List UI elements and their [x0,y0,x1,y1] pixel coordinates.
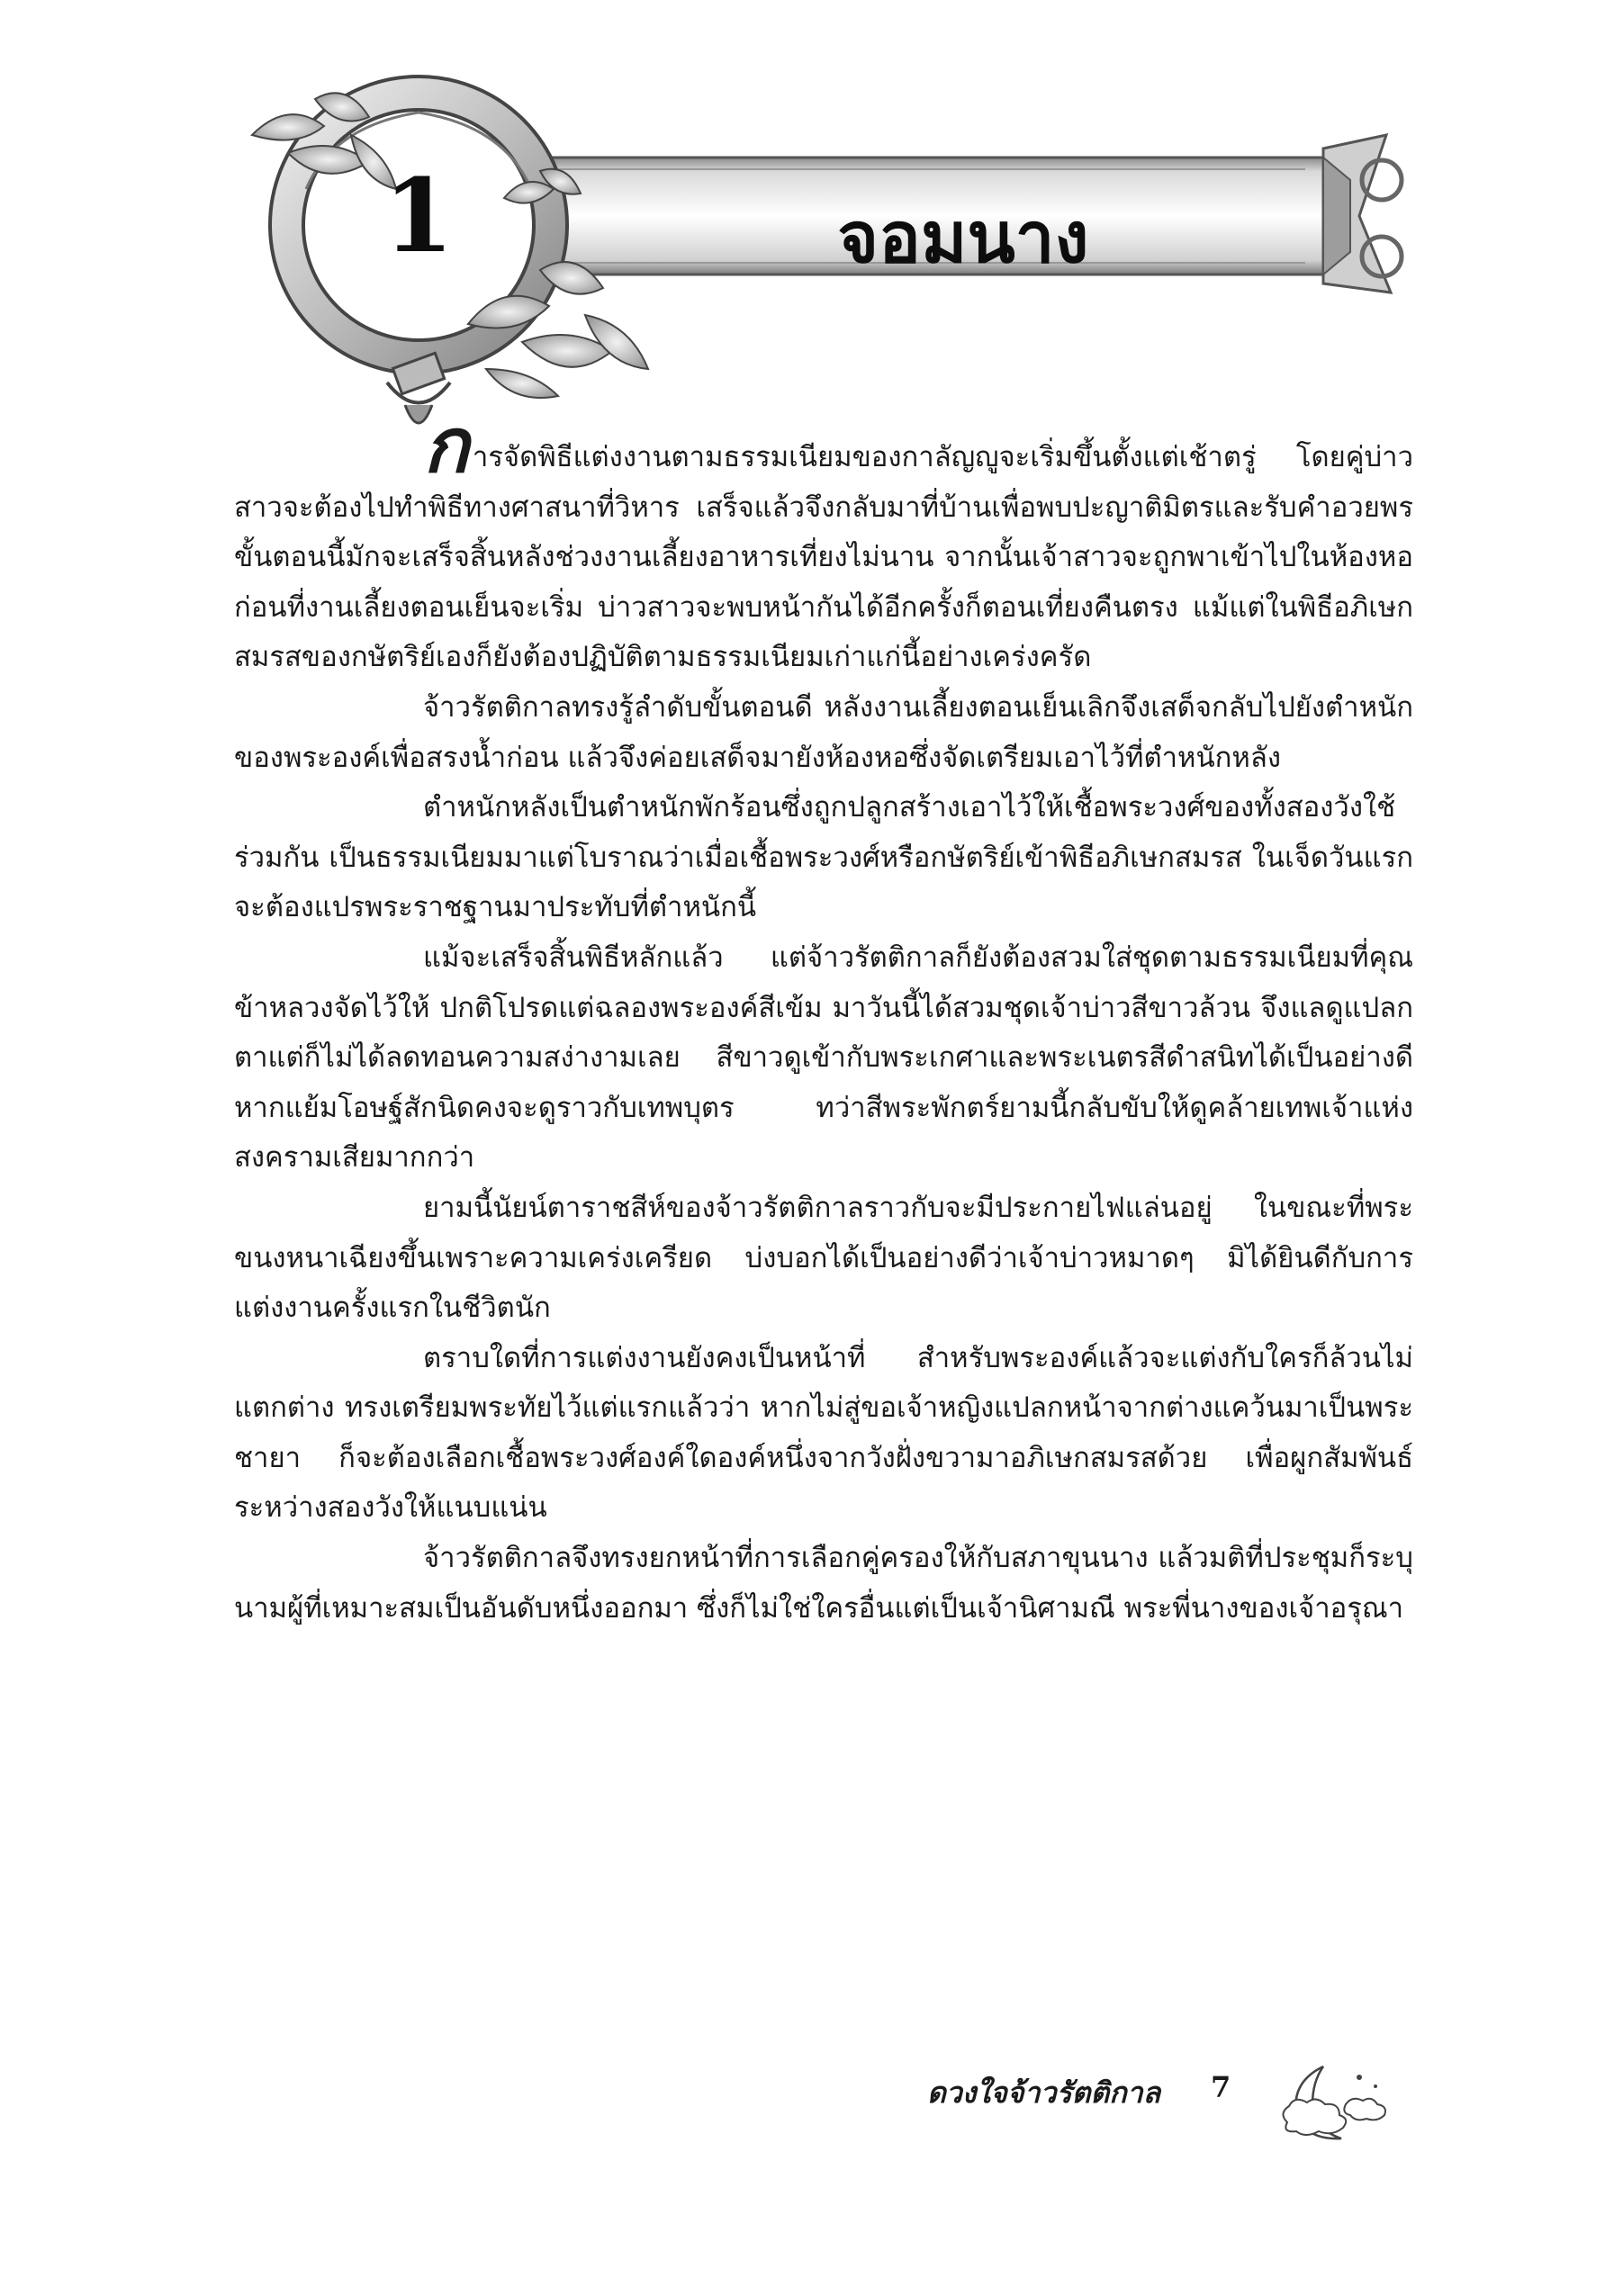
paragraph-2: จ้าวรัตติกาลทรงรู้ลำดับขั้นตอนดี หลังงานเลี้ยงตอนเย็นเลิกจึงเสด็จกลับไปยังตำหนักของพระองค์เพื่อสรงน้ำก่อน แล้วจึงค่อยเสด็จมายังห้องหอซึ่งจัดเตรียมเอาไว้ที่ตำหนักหลัง [234,690,1413,774]
paragraph-1-text: ารจัดพิธีแต่งงานตามธรรมเนียมของกาลัญญูจะเริ่มขึ้นตั้งแต่เช้าตรู่ โดยคู่บ่าวสาวจะต้องไปทำพิธีทางศาสนาที่วิหาร เสร็จแล้วจึงกลับมาที่บ้านเพื่อพบปะญาติมิตรและรับคำอวยพร ขั้นตอนนี้มักจะเสร็จสิ้นหลังช่วงงานเลี้ยงอาหารเที่ยงไม่นาน จากนั้นเจ้าสาวจะถูกพาเข้าไปในห้องหอก่อนที่งานเลี้ยงตอนเย็นจะเริ่ม บ่าวสาวจะพบหน้ากันได้อีกครั้งก็ตอนเที่ยงคืนตรง แม้แต่ในพิธีอภิเษกสมรสของกษัตริย์เองก็ยังต้องปฏิบัติตามธรรมเนียมเก่าแก่นี้อย่างเคร่งครัด [234,441,1413,674]
page-footer [891,2059,1431,2149]
chapter-number: 1 [383,158,454,275]
chapter-body [234,401,1413,1634]
crescent-moon-icon [1269,2059,1404,2149]
drop-cap: ก [423,401,469,490]
book-title: ดวงใจจ้าวรัตติกาล [927,2075,1161,2110]
paragraph-6: ตราบใดที่การแต่งงานยังคงเป็นหน้าที่ สำหรับพระองค์แล้วจะแต่งกับใครก็ล้วนไม่แตกต่าง ทรงเตรียมพระทัยไว้แต่แรกแล้วว่า หากไม่สู่ขอเจ้าหญิงแปลกหน้าจากต่างแคว้นมาเป็นพระชายา ก็จะต้องเลือกเชื้อพระวงศ์องค์ใดองค์หนึ่งจากวังฝั่งขวามาอภิเษกสมรสด้วย เพื่อผูกสัมพันธ์ระหว่างสองวังให้แนบแน่น [234,1341,1413,1525]
paragraph-7: จ้าวรัตติกาลจึงทรงยกหน้าที่การเลือกคู่ครองให้กับสภาขุนนาง แล้วมติที่ประชุมก็ระบุนามผู้ที่เหมาะสมเป็นอันดับหนึ่งออกมา ซึ่งก็ไม่ใช่ใครอื่นแต่เป็นเจ้านิศามณี พระพี่นางของเจ้าอรุณา [234,1542,1413,1625]
paragraph-3: ตำหนักหลังเป็นตำหนักพักร้อนซึ่งถูกปลูกสร้างเอาไว้ให้เชื้อพระวงศ์ของทั้งสองวังใช้ร่วมกัน เป็นธรรมเนียมมาแต่โบราณว่าเมื่อเชื้อพระวงศ์หรือกษัตริย์เข้าพิธีอภิเษกสมรส ในเจ็ดวันแรกจะต้องแปรพระราชฐานมาประทับที่ตำหนักนี้ [234,791,1413,924]
paragraph-1 [234,401,1413,683]
page-number: 7 [1211,2070,1231,2104]
paragraph-4: แม้จะเสร็จสิ้นพิธีหลักแล้ว แต่จ้าวรัตติกาลก็ยังต้องสวมใส่ชุดตามธรรมเนียมที่คุณข้าหลวงจัดไว้ให้ ปกติโปรดแต่ฉลองพระองค์สีเข้ม มาวันนี้ได้สวมชุดเจ้าบ่าวสีขาวล้วน จึงแลดูแปลกตาแต่ก็ไม่ได้ลดทอนความสง่างามเลย สีขาวดูเข้ากับพระเกศาและพระเนตรสีดำสนิทได้เป็นอย่างดี หากแย้มโอษฐ์สักนิดคงจะดูราวกับเทพบุตร ทว่าสีพระพักตร์ยามนี้กลับขับให้ดูคล้ายเทพเจ้าแห่งสงครามเสียมากกว่า [234,941,1413,1175]
paragraph-5: ยามนี้นัยน์ตาราชสีห์ของจ้าวรัตติกาลราวกับจะมีประกายไฟแล่นอยู่ ในขณะที่พระขนงหนาเฉียงขึ้นเพราะความเคร่งเครียด บ่งบอกได้เป็นอย่างดีว่าเจ้าบ่าวหมาดๆ มิได้ยินดีกับการแต่งงานครั้งแรกในชีวิตนัก [234,1191,1413,1325]
chapter-title: จอมนาง [837,197,1089,279]
